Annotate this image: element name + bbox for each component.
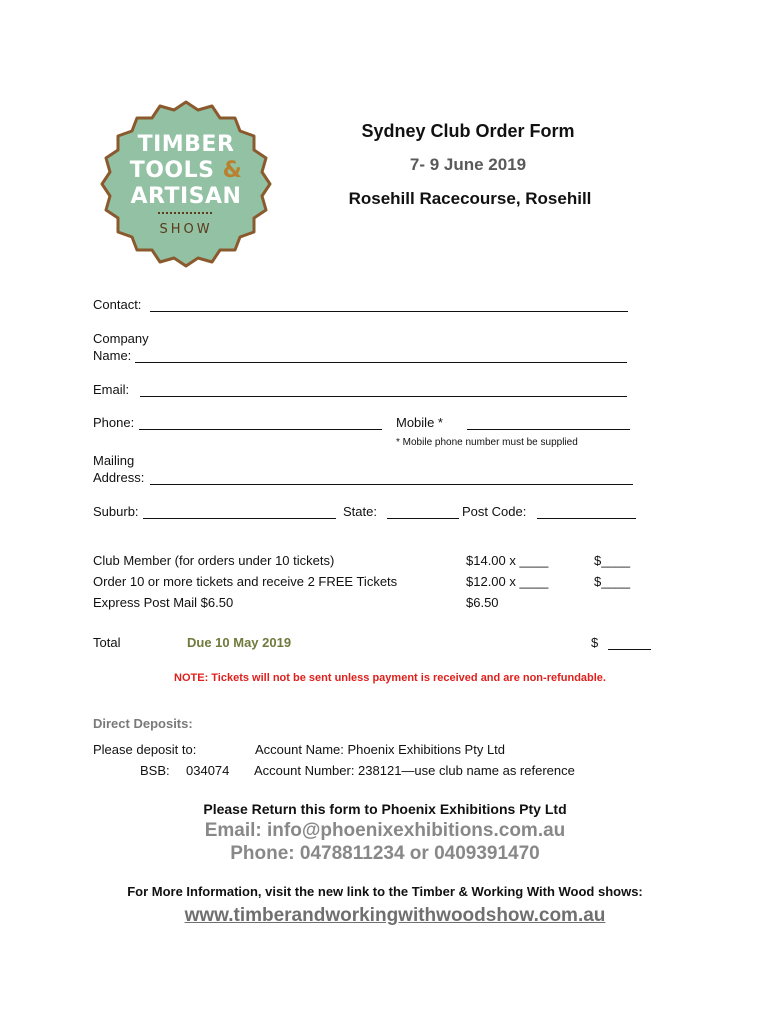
state-field[interactable] [387, 504, 459, 519]
mailing-label-line1: Mailing [93, 453, 135, 468]
phone-field[interactable] [139, 415, 382, 430]
logo-line-2 [100, 158, 272, 183]
pricing-row-desc: Club Member (for orders under 10 tickets) [93, 553, 335, 568]
return-instructions: Please Return this form to Phoenix Exhibitions Pty Ltd [203, 801, 567, 817]
form-title: Sydney Club Order Form [361, 121, 575, 141]
contact-phone: Phone: 0478811234 or 0409391470 [230, 843, 540, 864]
suburb-field[interactable] [143, 504, 336, 519]
website-link[interactable]: www.timberandworkingwithwoodshow.com.au [184, 905, 606, 926]
total-symbol: $ [591, 635, 599, 650]
company-name-field[interactable] [135, 348, 627, 363]
account-name: Account Name: Phoenix Exhibitions Pty Ltd [255, 742, 506, 757]
postcode-field[interactable] [537, 504, 636, 519]
contact-field[interactable] [150, 297, 628, 312]
phone-label: Phone: [93, 415, 135, 430]
pricing-row-desc: Order 10 or more tickets and receive 2 FREE Tickets [93, 574, 398, 589]
pricing-row-price[interactable]: $14.00 x ____ [466, 553, 549, 568]
logo-line-4: SHOW [159, 222, 213, 237]
company-label-line1: Company [93, 331, 149, 346]
state-label: State: [343, 504, 377, 519]
contact-email[interactable]: Email: info@phoenixexhibitions.com.au [204, 820, 566, 841]
contact-label: Contact: [93, 297, 142, 312]
pricing-row-desc: Express Post Mail $6.50 [93, 595, 234, 610]
pricing-row-price: $6.50 [466, 595, 499, 610]
due-date: Due 10 May 2019 [187, 635, 292, 650]
direct-deposits-heading: Direct Deposits: [93, 716, 193, 731]
email-field[interactable] [140, 382, 627, 397]
logo-line-3: ARTISAN [130, 184, 242, 209]
mobile-field[interactable] [467, 415, 630, 430]
mailing-label-line2: Address: [93, 470, 145, 485]
pricing-row-price[interactable]: $12.00 x ____ [466, 574, 549, 589]
postcode-label: Post Code: [462, 504, 527, 519]
timber-tools-artisan-show-logo [100, 100, 272, 268]
bsb-label: BSB: [140, 763, 170, 778]
logo-line-1: TIMBER [137, 132, 235, 157]
email-label: Email: [93, 382, 130, 397]
event-venue: Rosehill Racecourse, Rosehill [348, 189, 592, 208]
deposit-to-label: Please deposit to: [93, 742, 197, 757]
event-dates: 7- 9 June 2019 [409, 155, 527, 174]
mobile-label: Mobile * [396, 415, 443, 430]
pricing-row-total[interactable]: $____ [594, 574, 631, 589]
company-label-line2: Name: [93, 348, 132, 363]
pricing-row-total[interactable]: $____ [594, 553, 631, 568]
mailing-address-field[interactable] [150, 470, 633, 485]
refund-note: NOTE: Tickets will not be sent unless payment is received and are non-refundable. [174, 672, 606, 684]
logo-ampersand: & [222, 158, 243, 183]
more-info-text: For More Information, visit the new link to the Timber & Working With Wood shows: [127, 884, 643, 899]
suburb-label: Suburb: [93, 504, 139, 519]
account-number: Account Number: 238121—use club name as reference [254, 763, 575, 778]
total-label: Total [93, 635, 121, 650]
mobile-required-note: * Mobile phone number must be supplied [396, 437, 578, 448]
logo-line-2-text: TOOLS [129, 158, 223, 183]
bsb-value: 034074 [186, 763, 230, 778]
total-field[interactable] [608, 635, 651, 650]
